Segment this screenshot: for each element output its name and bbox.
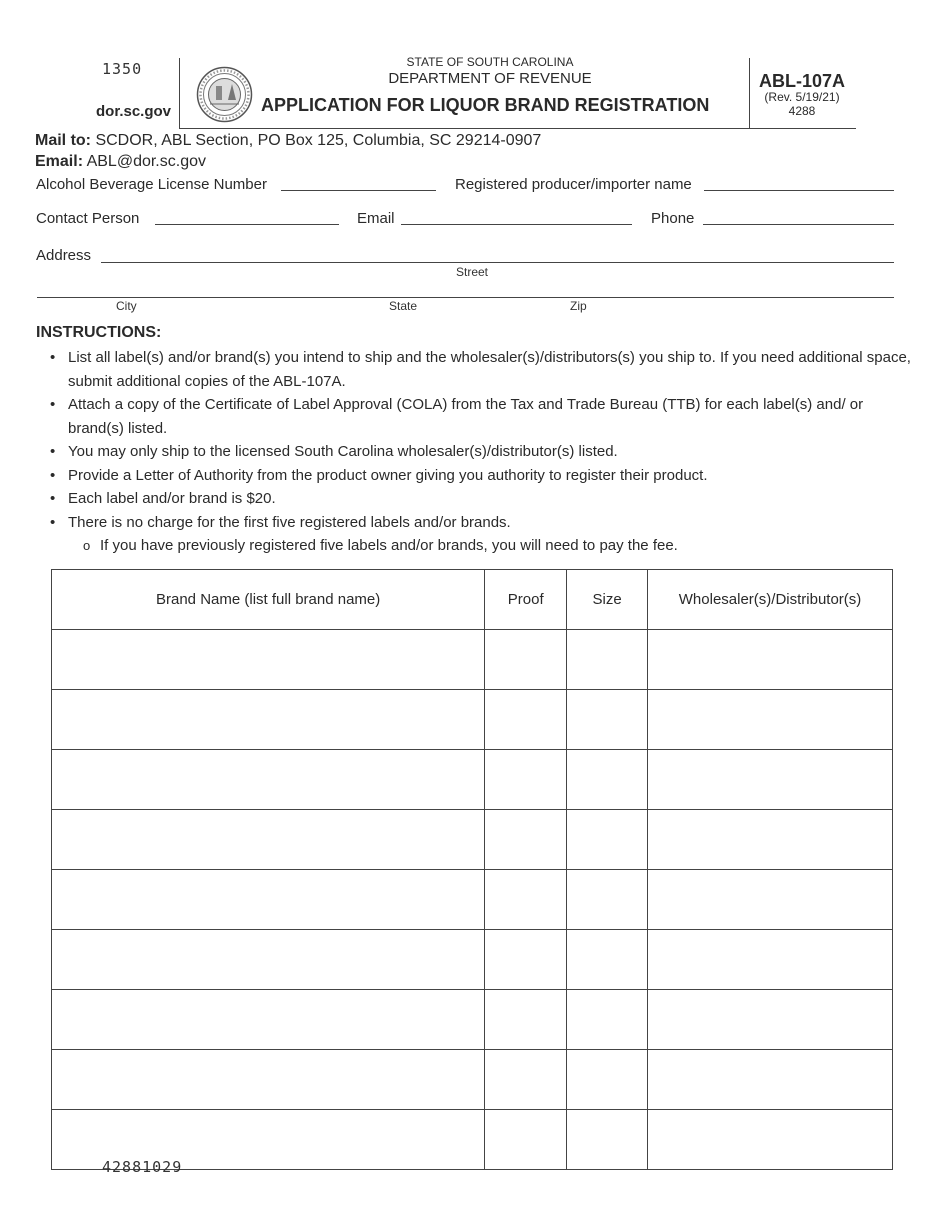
proof-cell[interactable] bbox=[485, 870, 567, 930]
wholesaler-cell[interactable] bbox=[648, 1110, 893, 1170]
email-contact bbox=[35, 153, 206, 171]
mail-to-label: Mail to: bbox=[35, 132, 91, 149]
size-cell[interactable] bbox=[567, 1110, 648, 1170]
mail-to bbox=[35, 132, 541, 150]
producer-name-field[interactable] bbox=[704, 174, 894, 191]
size-cell[interactable] bbox=[567, 630, 648, 690]
website: dor.sc.gov bbox=[96, 103, 172, 120]
instruction-item: • Each label and/or brand is $20. bbox=[68, 487, 918, 511]
form-revision: (Rev. 5/19/21) bbox=[764, 90, 840, 104]
table-row bbox=[52, 690, 893, 750]
email-field[interactable] bbox=[401, 208, 632, 225]
wholesaler-cell[interactable] bbox=[648, 930, 893, 990]
size-cell[interactable] bbox=[567, 990, 648, 1050]
brand-name-cell[interactable] bbox=[52, 930, 485, 990]
size-cell[interactable] bbox=[567, 750, 648, 810]
instruction-item: • Attach a copy of the Certificate of Label Approval (COLA) from the Tax and Trade Bureau (TTB) for each label(s) and/ or brand(s) listed. bbox=[68, 393, 918, 440]
size-header: Size bbox=[567, 570, 648, 630]
table-row bbox=[52, 990, 893, 1050]
license-number-label: Alcohol Beverage License Number bbox=[36, 176, 267, 193]
proof-cell[interactable] bbox=[485, 750, 567, 810]
street-field[interactable] bbox=[101, 246, 894, 263]
table-row bbox=[52, 750, 893, 810]
instruction-item: • You may only ship to the licensed South Carolina wholesaler(s)/distributor(s) listed. bbox=[68, 440, 918, 464]
proof-cell[interactable] bbox=[485, 690, 567, 750]
proof-cell[interactable] bbox=[485, 1050, 567, 1110]
table-row bbox=[52, 870, 893, 930]
brand-name-header: Brand Name (list full brand name) bbox=[52, 570, 485, 630]
size-cell[interactable] bbox=[567, 930, 648, 990]
wholesaler-cell[interactable] bbox=[648, 810, 893, 870]
zip-caption: Zip bbox=[570, 299, 587, 313]
instruction-item: • Provide a Letter of Authority from the product owner giving you authority to register their product. bbox=[68, 464, 918, 488]
email-contact-label: Email: bbox=[35, 153, 84, 170]
brand-name-cell[interactable] bbox=[52, 870, 485, 930]
state-caption: State bbox=[389, 299, 418, 313]
table-row bbox=[52, 930, 893, 990]
contact-person-label: Contact Person bbox=[36, 210, 140, 227]
proof-cell[interactable] bbox=[485, 990, 567, 1050]
email-contact-address: ABL@dor.sc.gov bbox=[86, 153, 206, 170]
instructions-list bbox=[40, 346, 918, 558]
address-label: Address bbox=[36, 247, 92, 264]
state-seal-icon bbox=[196, 66, 253, 123]
city-caption: City bbox=[116, 299, 137, 313]
proof-cell[interactable] bbox=[485, 1110, 567, 1170]
wholesaler-header: Wholesaler(s)/Distributor(s) bbox=[648, 570, 893, 630]
header-divider-left bbox=[179, 58, 180, 129]
size-cell[interactable] bbox=[567, 690, 648, 750]
header-bottom-rule bbox=[180, 128, 856, 129]
barcode-number: 42881029 bbox=[102, 1158, 183, 1176]
table-row bbox=[52, 630, 893, 690]
producer-name-label: Registered producer/importer name bbox=[455, 176, 692, 193]
wholesaler-cell[interactable] bbox=[648, 990, 893, 1050]
wholesaler-cell[interactable] bbox=[648, 750, 893, 810]
table-row bbox=[52, 810, 893, 870]
city-state-zip-field[interactable] bbox=[37, 281, 894, 298]
size-cell[interactable] bbox=[567, 810, 648, 870]
phone-label: Phone bbox=[651, 210, 695, 227]
proof-cell[interactable] bbox=[485, 930, 567, 990]
size-cell[interactable] bbox=[567, 870, 648, 930]
form-code-top: 1350 bbox=[102, 60, 143, 78]
brand-name-cell[interactable] bbox=[52, 810, 485, 870]
instruction-subitem: o If you have previously registered five labels and/or brands, you will need to pay the fee. bbox=[68, 534, 918, 558]
instructions-heading: INSTRUCTIONS: bbox=[36, 324, 162, 341]
phone-field[interactable] bbox=[703, 208, 894, 225]
contact-person-field[interactable] bbox=[155, 208, 339, 225]
table-row bbox=[52, 1050, 893, 1110]
brand-name-cell[interactable] bbox=[52, 990, 485, 1050]
proof-cell[interactable] bbox=[485, 810, 567, 870]
wholesaler-cell[interactable] bbox=[648, 870, 893, 930]
street-caption: Street bbox=[456, 265, 489, 279]
brand-name-cell[interactable] bbox=[52, 690, 485, 750]
proof-header: Proof bbox=[485, 570, 567, 630]
brand-name-cell[interactable] bbox=[52, 750, 485, 810]
wholesaler-cell[interactable] bbox=[648, 690, 893, 750]
brand-name-cell[interactable] bbox=[52, 1050, 485, 1110]
instruction-item: • List all label(s) and/or brand(s) you intend to ship and the wholesaler(s)/distributors(s) you ship to. If you need additional space, submit additional copies of the ABL-107A. bbox=[68, 346, 918, 393]
email-label: Email bbox=[357, 210, 395, 227]
wholesaler-cell[interactable] bbox=[648, 1050, 893, 1110]
brand-name-cell[interactable] bbox=[52, 630, 485, 690]
size-cell[interactable] bbox=[567, 1050, 648, 1110]
table-header-row bbox=[52, 570, 893, 630]
state-name: STATE OF SOUTH CAROLINA bbox=[406, 55, 574, 69]
department-name: DEPARTMENT OF REVENUE bbox=[388, 70, 592, 87]
proof-cell[interactable] bbox=[485, 630, 567, 690]
form-id: 4288 bbox=[788, 104, 816, 118]
form-number: ABL-107A bbox=[758, 71, 846, 91]
instruction-item: • There is no charge for the first five registered labels and/or brands. bbox=[68, 511, 918, 535]
page-title: APPLICATION FOR LIQUOR BRAND REGISTRATION bbox=[261, 95, 710, 115]
wholesaler-cell[interactable] bbox=[648, 630, 893, 690]
mail-to-address: SCDOR, ABL Section, PO Box 125, Columbia, SC 29214-0907 bbox=[95, 132, 542, 149]
brand-table bbox=[51, 569, 893, 1170]
license-number-field[interactable] bbox=[281, 174, 436, 191]
